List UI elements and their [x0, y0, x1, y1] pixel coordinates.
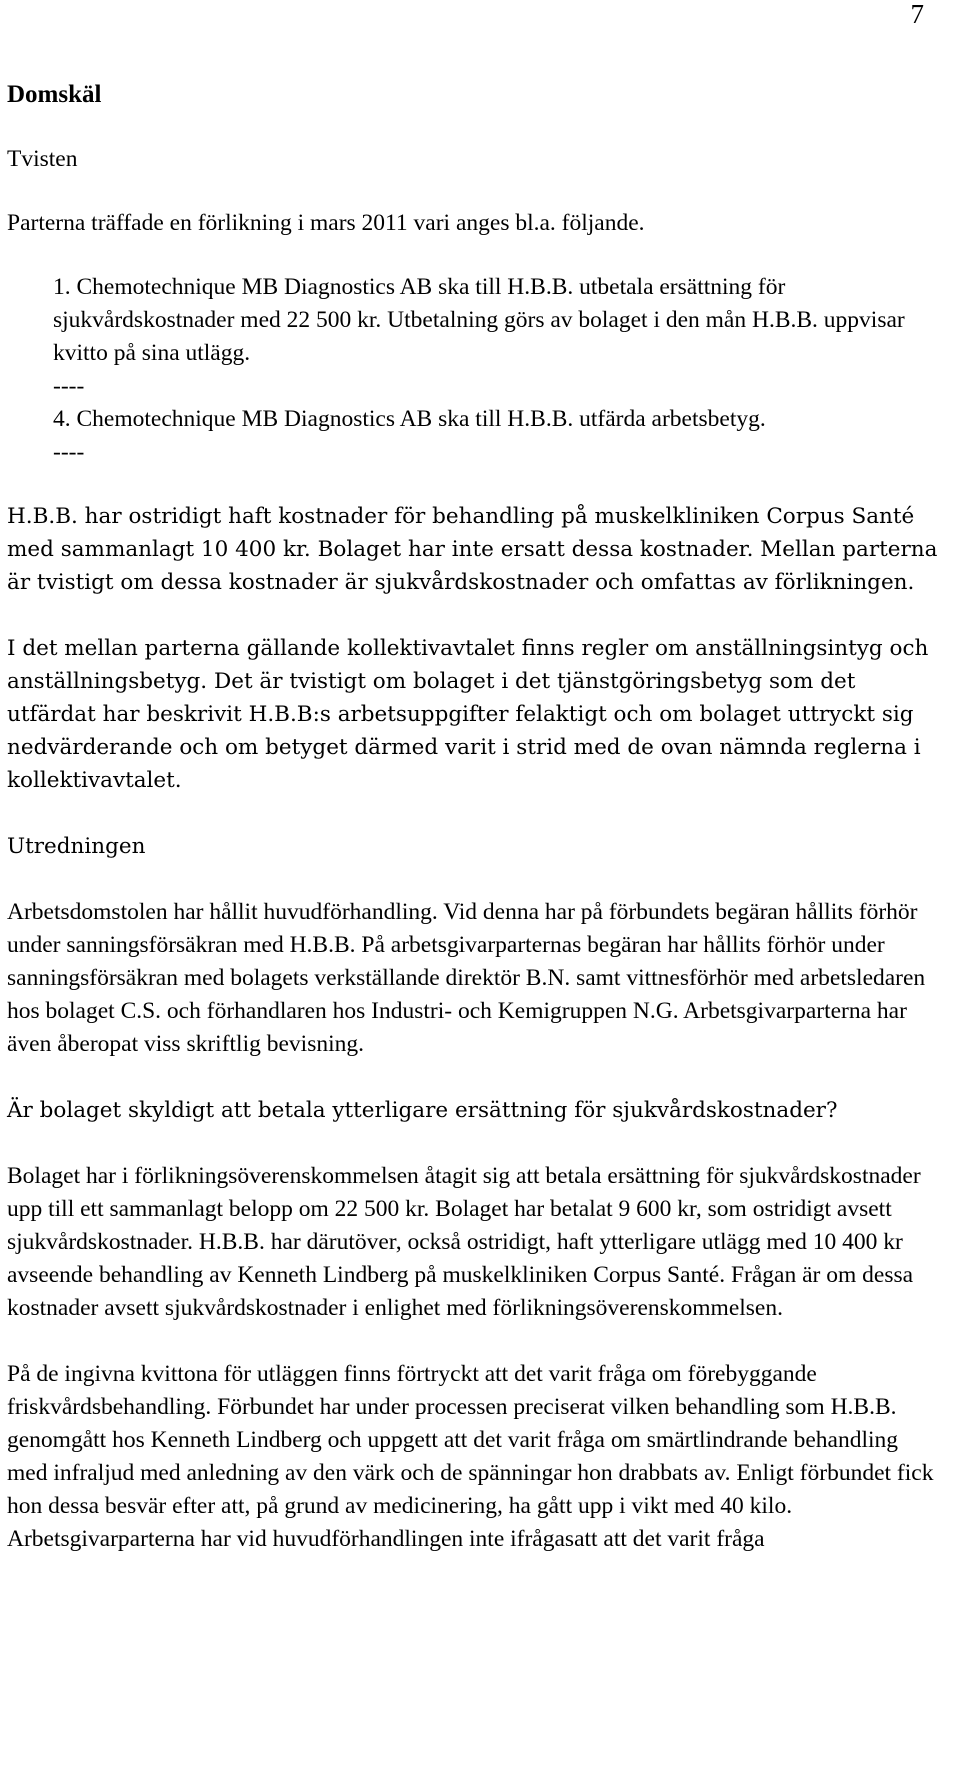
paragraph-settlement-obligation: Bolaget har i förlikningsöverenskommelsen åtagit sig att betala ersättning för sjukvårdskostnader upp till ett sammanlagt belopp om 22 500 kr. Bolaget har betalat 9 600 kr, som ostridigt avsett sjukvårdskostnader. H.B.B. har därutöver, också ostridigt, haft ytterligare utlägg med 10 400 kr avseende behandling av Kenneth Lindberg på muskelkliniken Corpus Santé. Frågan är om dessa kostnader avsett sjukvårdskostnader i enlighet med förlikningsöverenskommelsen. — [7, 1163, 921, 1321]
paragraph-receipts: På de ingivna kvittona för utläggen finns förtryckt att det varit fråga om förebyggande friskvårdsbehandling. Förbundet har under processen preciserat vilken behandling som H.B.B. genomgått hos Kenneth Lindberg och uppgett att det varit fråga om smärtlindrande behandling med infraljud med anledning av den värk och de spänningar hon drabbats av. Enligt förbundet fick hon dessa besvär efter att, på grund av medicinering, ha gått upp i vikt med 40 kilo. Arbetsgivarparterna har vid huvudförhandlingen inte ifrågasatt att det varit fråga — [7, 1361, 934, 1552]
section-title-dispute: Tvisten — [7, 146, 78, 172]
quote-item-4: 4. Chemotechnique MB Diagnostics AB ska till H.B.B. utfärda arbetsbetyg. — [53, 406, 766, 432]
settlement-quote — [53, 271, 942, 469]
question-heading: Är bolaget skyldigt att betala ytterligare ersättning för sjukvårdskostnader? — [7, 1098, 838, 1123]
quote-separator: ---- — [53, 373, 85, 399]
quote-separator: ---- — [53, 439, 85, 465]
document-body — [7, 78, 942, 1556]
paragraph-collective-agreement: I det mellan parterna gällande kollektivavtalet finns regler om anställningsintyg och anställningsbetyg. Det är tvistigt om bolaget i det tjänstgöringsbetyg som det utfärdat har beskrivit H.B.B:s arbetsuppgifter felaktigt och om bolaget uttryckt sig nedvärderande och om betyget därmed varit i strid med de ovan nämnda reglerna i kollektivavtalet. — [7, 636, 929, 793]
quote-item-1: 1. Chemotechnique MB Diagnostics AB ska till H.B.B. utbetala ersättning för sjukvårdskostnader med 22 500 kr. Utbetalning görs av bolaget i den mån H.B.B. uppvisar kvitto på sina utlägg. — [53, 274, 905, 366]
intro-paragraph: Parterna träffade en förlikning i mars 2011 vari anges bl.a. följande. — [7, 210, 645, 236]
page-number: 7 — [910, 0, 924, 29]
section-title-investigation: Utredningen — [7, 834, 146, 859]
page-heading: Domskäl — [7, 81, 102, 108]
paragraph-costs: H.B.B. har ostridigt haft kostnader för behandling på muskelkliniken Corpus Santé med sammanlagt 10 400 kr. Bolaget har inte ersatt dessa kostnader. Mellan parterna är tvistigt om dessa kostnader är sjukvårdskostnader och omfattas av förlikningen. — [7, 504, 938, 595]
paragraph-hearing: Arbetsdomstolen har hållit huvudförhandling. Vid denna har på förbundets begäran hållits förhör under sanningsförsäkran med H.B.B. På arbetsgivarparternas begäran har hållits förhör under sanningsförsäkran med bolagets verkställande direktör B.N. samt vittnesförhör med arbetsledaren hos bolaget C.S. och förhandlaren hos Industri- och Kemigruppen N.G. Arbetsgivarparterna har även åberopat viss skriftlig bevisning. — [7, 899, 926, 1057]
